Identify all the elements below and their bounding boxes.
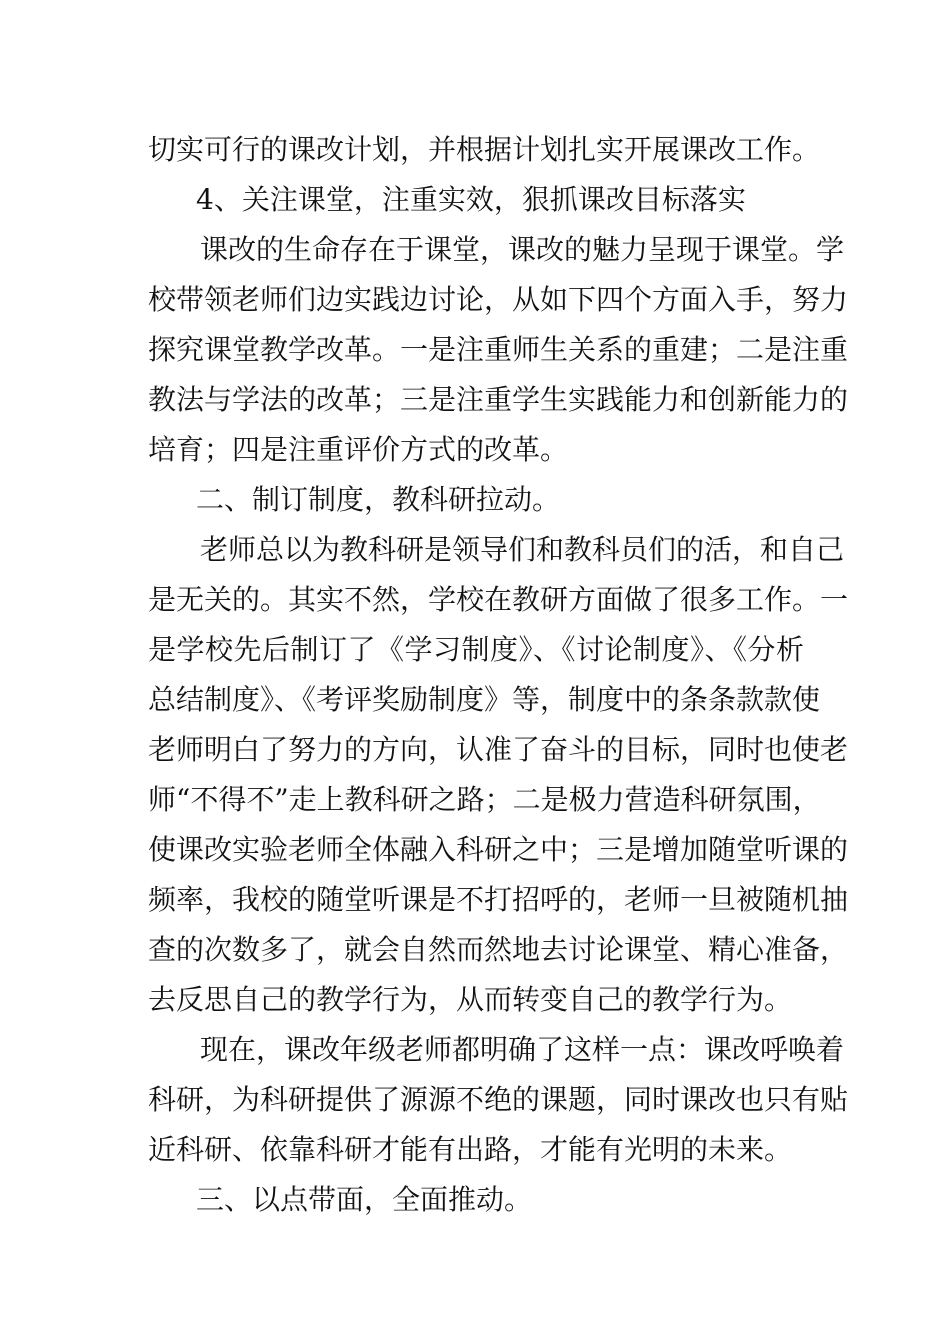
text-line: 查的次数多了，就会自然而然地去讨论课堂、精心准备， (148, 933, 849, 966)
text-line: 是学校先后制订了《学习制度》、《讨论制度》、《分析 (148, 633, 804, 666)
text-line: 培育；四是注重评价方式的改革。 (148, 433, 569, 466)
section-subheading: 4、关注课堂，注重实效，狠抓课改目标落实 (196, 183, 746, 216)
text-line: 教法与学法的改革；三是注重学生实践能力和创新能力的 (148, 383, 849, 416)
text-line: 探究课堂教学改革。一是注重师生关系的重建；二是注重 (148, 333, 849, 366)
text-line: 现在，课改年级老师都明确了这样一点：课改呼唤着 (200, 1033, 845, 1066)
text-line: 老师明白了努力的方向，认准了奋斗的目标，同时也使老 (148, 733, 849, 766)
section-heading: 三、以点带面，全面推动。 (196, 1183, 533, 1216)
text-line: 使课改实验老师全体融入科研之中；三是增加随堂听课的 (148, 833, 849, 866)
text-line: 是无关的。其实不然，学校在教研方面做了很多工作。一 (148, 583, 849, 616)
text-line: 去反思自己的教学行为，从而转变自己的教学行为。 (148, 983, 793, 1016)
text-line: 老师总以为教科研是领导们和教科员们的活，和自己 (200, 533, 845, 566)
text-line: 近科研、依靠科研才能有出路，才能有光明的未来。 (148, 1133, 793, 1166)
text-line: 切实可行的课改计划，并根据计划扎实开展课改工作。 (148, 133, 821, 166)
text-line: 校带领老师们边实践边讨论，从如下四个方面入手，努力 (148, 283, 849, 316)
text-line: 课改的生命存在于课堂，课改的魅力呈现于课堂。学 (200, 233, 845, 266)
section-heading: 二、制订制度，教科研拉动。 (196, 483, 561, 516)
text-line: 师“不得不”走上教科研之路；二是极力营造科研氛围， (148, 783, 821, 816)
text-line: 总结制度》、《考评奖励制度》等，制度中的条条款款使 (148, 683, 821, 716)
text-line: 频率，我校的随堂听课是不打招呼的，老师一旦被随机抽 (148, 883, 849, 916)
text-line: 科研，为科研提供了源源不绝的课题，同时课改也只有贴 (148, 1083, 849, 1116)
